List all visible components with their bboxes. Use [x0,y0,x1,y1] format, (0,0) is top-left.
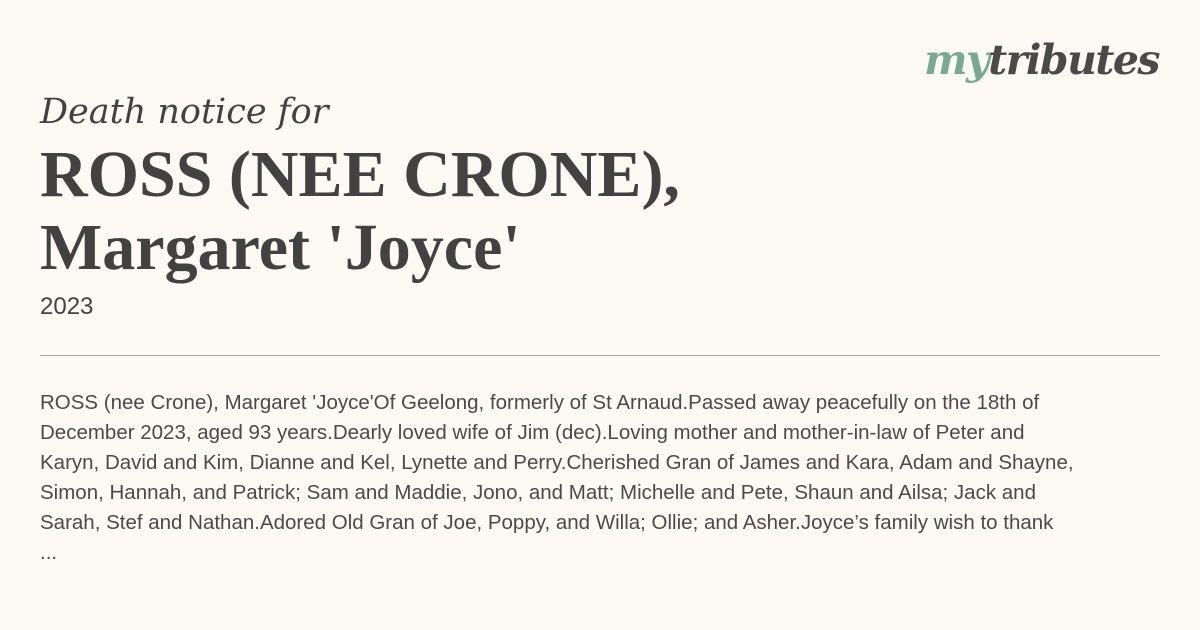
notice-ellipsis: ... [40,541,58,564]
logo-tributes-text: tributes [988,36,1159,84]
notice-year: 2023 [40,293,94,320]
notice-line: December 2023, aged 93 years.Dearly loved wife of Jim (dec).Loving mother and mother-in-law of Peter and [40,421,1025,444]
notice-line: Karyn, David and Kim, Dianne and Kel, Lynette and Perry.Cherished Gran of James and Kara, Adam and Shayne, [40,451,1074,474]
deceased-name-line2: Margaret 'Joyce' [40,211,521,284]
logo-my-text: my [924,36,989,84]
notice-line: Simon, Hannah, and Patrick; Sam and Maddie, Jono, and Matt; Michelle and Pete, Shaun and Ailsa; Jack and [40,481,1036,504]
notice-subtitle: Death notice for [40,92,329,132]
mytributes-logo[interactable] [924,30,1159,90]
deceased-name [40,138,840,284]
notice-line: ROSS (nee Crone), Margaret 'Joyce'Of Geelong, formerly of St Arnaud.Passed away peacefully on the 18th of [40,391,1040,414]
deceased-name-line1: ROSS (NEE CRONE), [40,138,680,211]
divider [40,355,1160,356]
notice-text [40,388,1160,568]
notice-line: Sarah, Stef and Nathan.Adored Old Gran of Joe, Poppy, and Willa; Ollie; and Asher.Joyce’s family wish to thank [40,511,1054,534]
